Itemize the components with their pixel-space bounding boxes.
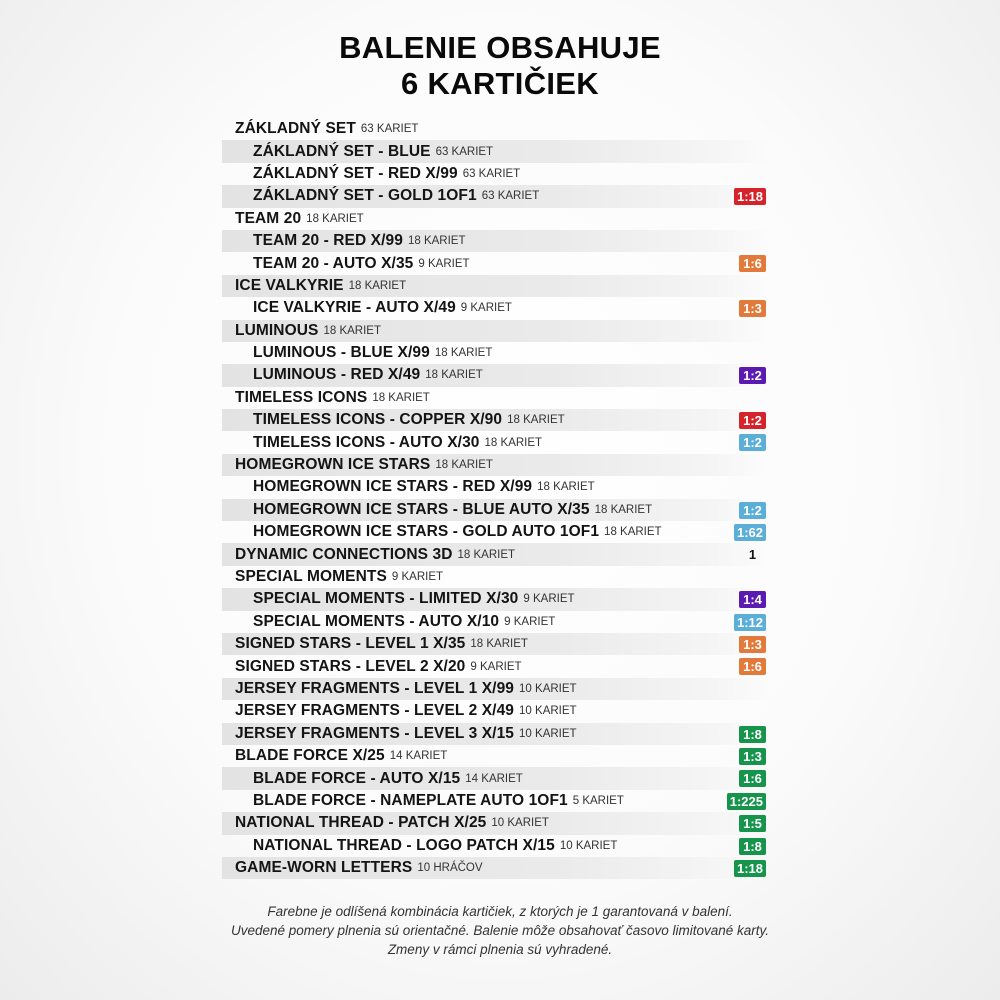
list-item xyxy=(222,275,770,297)
card-count: 10 KARIET xyxy=(519,682,577,695)
card-count: 14 KARIET xyxy=(389,750,448,763)
list-item xyxy=(222,431,770,453)
list-item xyxy=(222,588,770,610)
ratio-badge: 1:5 xyxy=(739,815,766,832)
card-count: 18 KARIET xyxy=(457,548,516,561)
ratio-badge: 1:6 xyxy=(739,658,766,675)
card-count: 18 KARIET xyxy=(470,638,528,651)
list-item xyxy=(222,499,770,521)
card-count: 18 KARIET xyxy=(372,391,430,404)
list-item xyxy=(222,297,770,319)
footer-line-1: Farebne je odlíšená kombinácia kartičiek, z ktorých je 1 garantovaná v balení. xyxy=(267,904,733,919)
card-set-name: ZÁKLADNÝ SET xyxy=(235,120,356,138)
list-item xyxy=(222,252,770,274)
card-count: 18 KARIET xyxy=(425,369,483,382)
card-set-name: HOMEGROWN ICE STARS - GOLD AUTO 1OF1 xyxy=(253,523,600,541)
card-count: 9 KARIET xyxy=(470,660,522,673)
ratio-badge: 1:4 xyxy=(739,591,766,608)
list-item xyxy=(222,118,770,140)
card-set-name: TEAM 20 xyxy=(235,209,302,227)
card-set-name: JERSEY FRAGMENTS - LEVEL 2 X/49 xyxy=(235,702,515,720)
card-count: 18 KARIET xyxy=(323,324,381,337)
ratio-badge: 1:18 xyxy=(734,188,766,205)
list-item xyxy=(222,566,770,588)
list-item xyxy=(222,790,770,812)
card-set-name: SPECIAL MOMENTS - LIMITED X/30 xyxy=(253,590,519,608)
card-set-name: TEAM 20 - AUTO X/35 xyxy=(253,254,414,272)
card-count: 10 KARIET xyxy=(519,727,577,740)
list-item xyxy=(222,320,770,342)
card-set-name: GAME-WORN LETTERS xyxy=(235,859,413,877)
card-count: 5 KARIET xyxy=(572,794,624,807)
footer-line-3: Zmeny v rámci plnenia sú vyhradené. xyxy=(387,942,613,957)
card-set-name: TEAM 20 - RED X/99 xyxy=(253,232,403,250)
list-item xyxy=(222,409,770,431)
ratio-badge: 1:3 xyxy=(739,636,766,653)
list-item xyxy=(222,454,770,476)
ratio-badge: 1:2 xyxy=(739,412,766,429)
card-count: 9 KARIET xyxy=(504,615,556,628)
ratio-badge: 1:2 xyxy=(739,367,766,384)
card-count: 10 KARIET xyxy=(491,817,549,830)
ratio-badge: 1:8 xyxy=(739,726,766,743)
list-item xyxy=(222,543,770,565)
list-item xyxy=(222,835,770,857)
card-set-name: TIMELESS ICONS xyxy=(235,388,368,406)
list-item xyxy=(222,611,770,633)
list-item xyxy=(222,185,770,207)
ratio-badge: 1:18 xyxy=(734,860,766,877)
card-set-name: ICE VALKYRIE xyxy=(235,276,344,294)
list-item xyxy=(222,700,770,722)
title-line-2: 6 KARTIČIEK xyxy=(401,66,599,101)
list-item xyxy=(222,633,770,655)
ratio-badge: 1:8 xyxy=(739,838,766,855)
card-set-name: SIGNED STARS - LEVEL 2 X/20 xyxy=(235,657,466,675)
card-set-name: JERSEY FRAGMENTS - LEVEL 1 X/99 xyxy=(235,679,515,697)
ratio-badge: 1:2 xyxy=(739,434,766,451)
list-item xyxy=(222,767,770,789)
footer-note xyxy=(0,902,1000,959)
list-item xyxy=(222,655,770,677)
card-count: 63 KARIET xyxy=(360,123,419,136)
card-count: 9 KARIET xyxy=(391,571,444,583)
list-item xyxy=(222,208,770,230)
card-set-name: TIMELESS ICONS - COPPER X/90 xyxy=(253,411,503,429)
list-item xyxy=(222,745,770,767)
card-set-name: ZÁKLADNÝ SET - GOLD 1OF1 xyxy=(253,187,477,205)
card-count: 63 KARIET xyxy=(462,167,521,180)
card-set-name: BLADE FORCE X/25 xyxy=(235,747,385,765)
card-set-name: HOMEGROWN ICE STARS - BLUE AUTO X/35 xyxy=(253,500,590,518)
list-item xyxy=(222,364,770,386)
ratio-badge: 1:2 xyxy=(739,502,766,519)
list-item xyxy=(222,140,770,162)
card-count: 18 KARIET xyxy=(537,481,595,494)
ratio-badge: 1:3 xyxy=(739,748,766,765)
card-count: 14 KARIET xyxy=(465,772,523,785)
list-item xyxy=(222,678,770,700)
card-set-name: DYNAMIC CONNECTIONS 3D xyxy=(235,545,453,563)
card-count: 10 KARIET xyxy=(559,839,618,852)
card-count: 18 KARIET xyxy=(348,279,407,292)
card-count: 18 KARIET xyxy=(604,526,662,539)
list-item xyxy=(222,342,770,364)
list-item xyxy=(222,723,770,745)
ratio-badge: 1:225 xyxy=(727,793,766,810)
card-set-name: NATIONAL THREAD - PATCH X/25 xyxy=(235,814,487,832)
card-set-name: SPECIAL MOMENTS xyxy=(235,568,387,585)
card-count: 18 KARIET xyxy=(407,235,466,248)
ratio-badge: 1:6 xyxy=(739,255,766,272)
ratio-badge: 1:3 xyxy=(739,300,766,317)
card-count: 18 KARIET xyxy=(507,414,565,427)
list-item xyxy=(222,476,770,498)
card-set-name: SPECIAL MOMENTS - AUTO X/10 xyxy=(253,612,500,630)
card-count: 63 KARIET xyxy=(435,145,494,158)
card-count: 18 KARIET xyxy=(435,459,493,472)
ratio-badge: 1 xyxy=(748,547,757,563)
card-set-name: LUMINOUS xyxy=(235,321,319,339)
card-set-name: LUMINOUS - BLUE X/99 xyxy=(253,344,430,362)
page-title xyxy=(0,30,1000,102)
card-set-name: BLADE FORCE - AUTO X/15 xyxy=(253,769,461,787)
card-set-name: LUMINOUS - RED X/49 xyxy=(253,366,421,384)
card-set-name: ZÁKLADNÝ SET - RED X/99 xyxy=(253,164,458,182)
card-set-name: TIMELESS ICONS - AUTO X/30 xyxy=(253,433,480,451)
card-set-name: SIGNED STARS - LEVEL 1 X/35 xyxy=(235,635,466,653)
title-line-1: BALENIE OBSAHUJE xyxy=(339,30,661,65)
card-count: 9 KARIET xyxy=(523,593,575,606)
card-count: 63 KARIET xyxy=(481,190,540,203)
card-set-name: ICE VALKYRIE - AUTO X/49 xyxy=(253,299,456,317)
footer-line-2: Uvedené pomery plnenia sú orientačné. Balenie môže obsahovať časovo limitované karty. xyxy=(230,923,770,938)
ratio-badge: 1:12 xyxy=(734,614,766,631)
card-set-name: BLADE FORCE - NAMEPLATE AUTO 1OF1 xyxy=(253,791,568,809)
card-set-name: HOMEGROWN ICE STARS - RED X/99 xyxy=(253,478,533,496)
card-set-name: NATIONAL THREAD - LOGO PATCH X/15 xyxy=(253,836,555,854)
card-set-name: HOMEGROWN ICE STARS xyxy=(235,456,431,474)
list-item xyxy=(222,163,770,185)
card-count: 10 KARIET xyxy=(519,705,577,718)
list-item xyxy=(222,387,770,409)
card-count: 18 KARIET xyxy=(306,212,364,225)
card-set-name: JERSEY FRAGMENTS - LEVEL 3 X/15 xyxy=(235,724,515,742)
card-count: 9 KARIET xyxy=(418,257,470,270)
contents-list xyxy=(222,118,770,879)
card-count: 10 HRÁČOV xyxy=(417,862,483,875)
ratio-badge: 1:6 xyxy=(739,770,766,787)
ratio-badge: 1:62 xyxy=(734,524,766,541)
card-count: 18 KARIET xyxy=(434,347,493,360)
card-count: 18 KARIET xyxy=(484,436,543,449)
list-item xyxy=(222,812,770,834)
card-count: 18 KARIET xyxy=(594,503,653,516)
list-item xyxy=(222,521,770,543)
card-count: 9 KARIET xyxy=(460,302,512,315)
list-item xyxy=(222,857,770,879)
card-set-name: ZÁKLADNÝ SET - BLUE xyxy=(253,142,431,160)
list-item xyxy=(222,230,770,252)
